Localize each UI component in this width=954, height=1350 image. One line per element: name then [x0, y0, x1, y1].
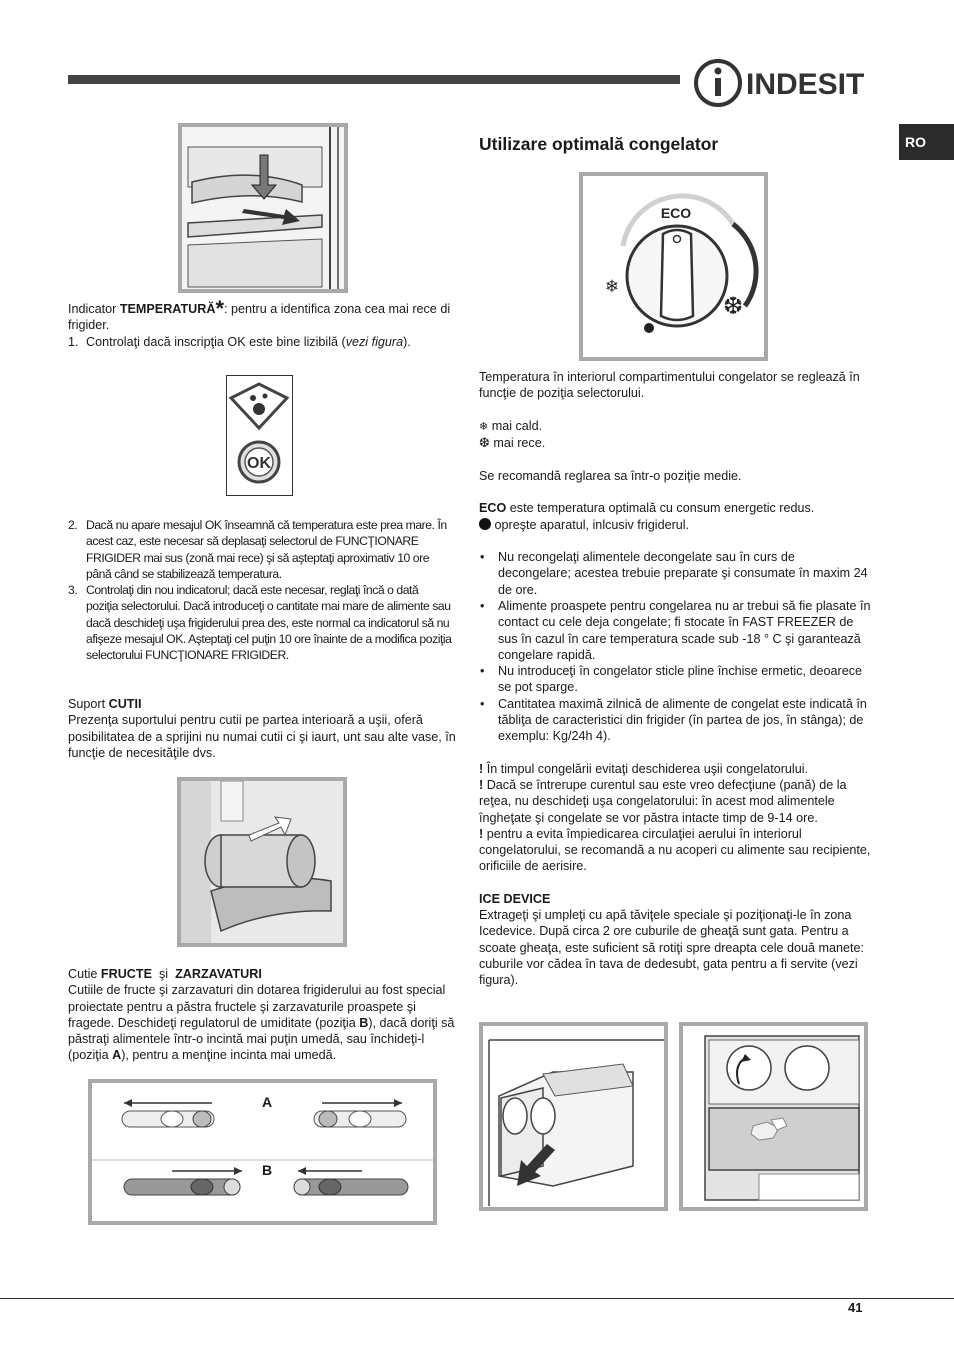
step-3: 3. Controlaţi din nou indicatorul; dacă este necesar, reglaţi încă o dată poziţia selectorului. Dacă introduceţi o cantitate mai mare de alimente sau dacă deschideţi uşa frigiderului prea des, este normal ca indicatorul să nu afişeze mesajul OK. Aşteptaţi cel puţin 10 ore înainte de a modifica poziţia selectorului FUNCŢIONARE FRIGIDER. [68, 583, 452, 663]
header-bar [68, 75, 680, 84]
step-2: 2. Dacă nu apare mesajul OK înseamnă că temperatura este prea mare. În acest caz, este necesar să deplasaţi selectorul de FUNCŢIONARE FRIGIDER mai sus (zonă mai rece) şi să aşteptaţi aproximativ 10 ore până când se stabilizează temperatura. [68, 518, 447, 581]
svg-text:❆: ❆ [722, 292, 744, 320]
list-item: • Cantitatea maximă zilnică de alimente de congelat este indicată în tăbliţa de caracteristici din frigider (în partea de jos, în stânga); de exemplu: Kg/24h 4). [480, 696, 867, 744]
list-item: • Nu introduceţi în congelator sticle pline închise ermetic, deoarece se pot sparge. [480, 664, 863, 695]
position-a-label: A [262, 1094, 273, 1110]
steps-2-3 [68, 517, 460, 664]
temperature-indicator-text: Indicator TEMPERATURĂ*: pentru a identifica zona cea mai rece di frigider. 1. Controlaţi dacă inscripţia OK este bine lizibilă (vezi figura). [68, 301, 460, 350]
freezer-text: Temperatura în interiorul compartimentului congelator se reglează în funcţie de poziţia selectorului. ❄ mai cald. ❆ mai rece. Se recomandă reglarea sa într-o poziţie medie. ECO este temperatura optimală cu consum energetic redus. opreşte aparatul, inlcusiv frigiderul. • Nu recongelaţi alimentele decongelate sau în curs de decongelare; acestea trebuie preparate şi consumate în maxim 24 de ore. • Alimente proaspete pentru congelarea nu ar trebui să fie plasate în contact cu cele deja congelate; fi stocate în FAST FREEZER de sus în cazul în care temperatura scade sub -18 ° C şi garantează congelare rapidă. • Nu introduceţi în congelator sticle pline închise ermetic, deoarece se pot sparge. • Cantitatea maximă zilnică de alimente de congelat este indicată în tăbliţa de caracteristici din frigider (în partea de jos, în stânga); de exemplu: Kg/24h 4). ! În timpul congelării evitaţi deschiderea uşii congelatorului. ! Dacă se întrerupe curentul sau este vreo defecţiune (pană) de la reţea, nu deschideţi uşa congelatorului: în acest mod alimentele îngheţate şi congelate se vor păstra intacte timp de 9-14 ore. ! pentru a evita împiedicarea circulaţiei aerului în interiorul congelatorului, se recomandă a nu acoperi cu alimente sau recipiente, orificiile de aerisire. ICE DEVICE Extrageţi şi umpleţi cu apă tăviţele speciale şi poziţionaţi-le în zona Icedevice. După circa 2 ore cuburile de gheaţă sunt gata. Pentru a scoate gheaţa, este suficient să rotiţi spre dreapta cele două manete: cuburile vor cădea în tava de dedesubt, gata pentru a fi servite (vezi figura). [479, 370, 871, 988]
page-number: 41 [848, 1300, 863, 1315]
fruit-box-text: Cutie FRUCTE şi ZARZAVATURI Cutiile de fructe şi zarzavaturi din dotarea frigiderului au fost special proiectate pentru a păstra fructele şi zarzavaturile proaspete şi fragede. Deschideţi regulatorul de umiditate (poziţia B), dacă doriţi să păstraţi alimentele într-o incintă mai puţin umedă, sau închideţi-l (poziţia A), pentru a menţine incinta mai umedă. [68, 967, 455, 1063]
ok-indicator-figure [226, 375, 293, 496]
eco-label: ECO [660, 205, 692, 221]
warm-icon: ❄ [479, 419, 489, 433]
cold-icon: ❆ [479, 435, 490, 451]
list-item: • Alimente proaspete pentru congelarea nu ar trebui să fie plasate în contact cu cele deja congelate; fi stocate în FAST FREEZER de sus în cazul în care temperatura scade sub -18 ° C şi garantează congelare rapidă. [480, 598, 871, 662]
list-item: • Nu recongelaţi alimentele decongelate sau în curs de decongelare; acestea trebuie preparate şi consumate în maxim 24 de ore. [480, 550, 868, 597]
brand-logo [694, 58, 874, 108]
position-b-label: B [262, 1162, 273, 1178]
can-support-text: Suport CUTII Prezenţa suportului pentru cutii pe partea interioară a uşii, oferă posibilitatea de a sprijini nu numai cutii ci şi iaurt, unt sau alte vase, în funcţie de necesităţile dvs. [68, 697, 456, 760]
off-dot-icon [479, 518, 491, 530]
step-1: 1. Controlaţi dacă inscripţia OK este bine lizibilă (vezi figura). [68, 334, 411, 349]
brand-name: INDESIT [746, 68, 865, 101]
ice-device-title: ICE DEVICE [479, 891, 551, 906]
humidity-regulator-figure [88, 1079, 437, 1225]
freezer-tips-list [479, 549, 871, 745]
language-tab: RO [899, 124, 954, 160]
ice-release-figure [679, 1022, 868, 1211]
thermostat-knob-figure [579, 172, 768, 361]
door-shelf-figure [178, 123, 348, 293]
svg-text:❄: ❄ [604, 277, 620, 297]
ok-label: OK [247, 455, 271, 472]
can-holder-figure [177, 777, 347, 947]
footer-divider [0, 1298, 954, 1299]
section-title: Utilizare optimală congelator [479, 134, 719, 154]
ice-tray-figure [479, 1022, 668, 1211]
